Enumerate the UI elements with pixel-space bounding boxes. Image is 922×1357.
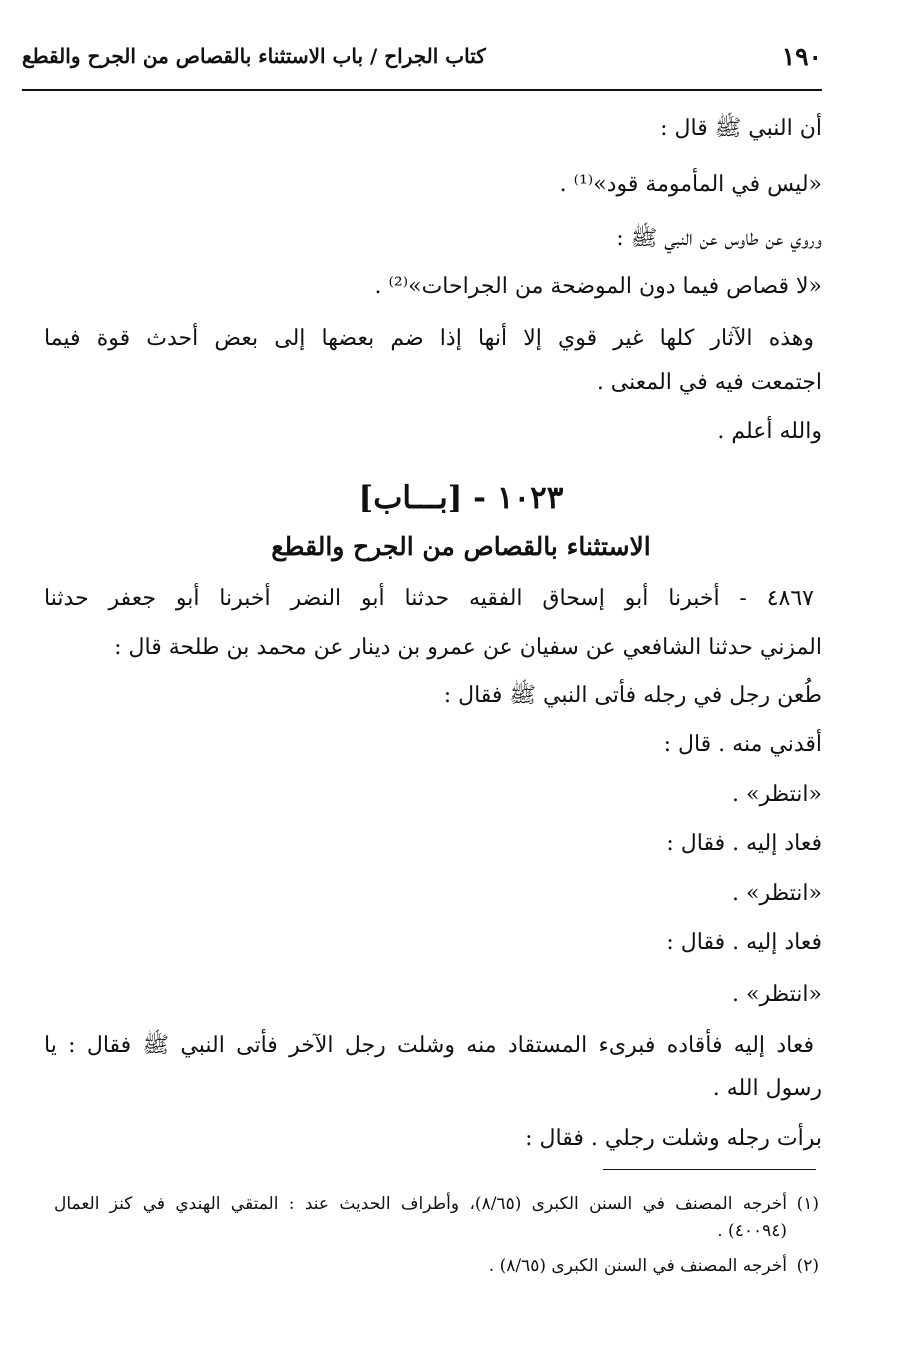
footnote-rule <box>603 1169 816 1170</box>
text-line-2: «ليس في المأمومة قود»⁽¹⁾ . <box>559 172 822 197</box>
text-line-3: وروي عن طاوس عن النبي ﷺ : <box>616 226 822 251</box>
footnote-1-continuation: (٤٠٠٩٤) . <box>717 1221 787 1241</box>
hadith-line-12: برأت رجله وشلت رجلي . فقال : <box>525 1126 822 1151</box>
text-line-5: وهذه الآثار كلها غير قوي إلا أنها إذا ضم بعضها إلى بعض أحدث قوة فيما <box>44 326 814 351</box>
hadith-line-3: طُعن رجل في رجله فأتى النبي ﷺ فقال : <box>443 683 822 708</box>
text-line-4: «لا قصاص فيما دون الموضحة من الجراحات»⁽²⁾ . <box>374 274 822 299</box>
hadith-line-2: المزني حدثنا الشافعي عن سفيان عن عمرو بن دينار عن محمد بن طلحة قال : <box>114 635 822 660</box>
page-header <box>22 40 822 90</box>
hadith-line-5: «انتظر» . <box>732 782 822 807</box>
text-line-7: والله أعلم . <box>717 419 822 444</box>
hadith-line-10: فعاد إليه فأقاده فبرىء المستقاد منه وشلت رجل الآخر فأتى النبي ﷺ فقال : يا <box>44 1033 814 1058</box>
running-title: كتاب الجراح / باب الاستثناء بالقصاص من الجرح والقطع <box>22 44 486 68</box>
hadith-line-8: فعاد إليه . فقال : <box>666 930 822 955</box>
header-rule <box>22 89 822 91</box>
page-number: ١٩٠ <box>781 42 822 71</box>
text-line-1: أن النبي ﷺ قال : <box>660 116 822 141</box>
footnote-2-marker: (٢) <box>796 1256 819 1276</box>
hadith-line-11: رسول الله . <box>712 1076 822 1101</box>
hadith-line-4: أقدني منه . قال : <box>663 732 822 757</box>
chapter-title: الاستثناء بالقصاص من الجرح والقطع <box>271 532 651 561</box>
footnote-1-text: أخرجه المصنف في السنن الكبرى (٨/٦٥)، وأطراف الحديث عند : المتقي الهندي في كنز العمال <box>54 1194 787 1214</box>
text-line-6: اجتمعت فيه في المعنى . <box>596 370 822 395</box>
footnote-1-marker: (١) <box>796 1194 819 1214</box>
footnote-2-text: أخرجه المصنف في السنن الكبرى (٨/٦٥) . <box>488 1256 787 1276</box>
hadith-line-1: ٤٨٦٧ - أخبرنا أبو إسحاق الفقيه حدثنا أبو النضر أخبرنا أبو جعفر حدثنا <box>44 586 814 611</box>
hadith-line-7: «انتظر» . <box>732 881 822 906</box>
chapter-number: ١٠٢٣ - [بـــاب] <box>358 480 564 516</box>
hadith-line-9: «انتظر» . <box>732 982 822 1007</box>
hadith-line-6: فعاد إليه . فقال : <box>666 831 822 856</box>
